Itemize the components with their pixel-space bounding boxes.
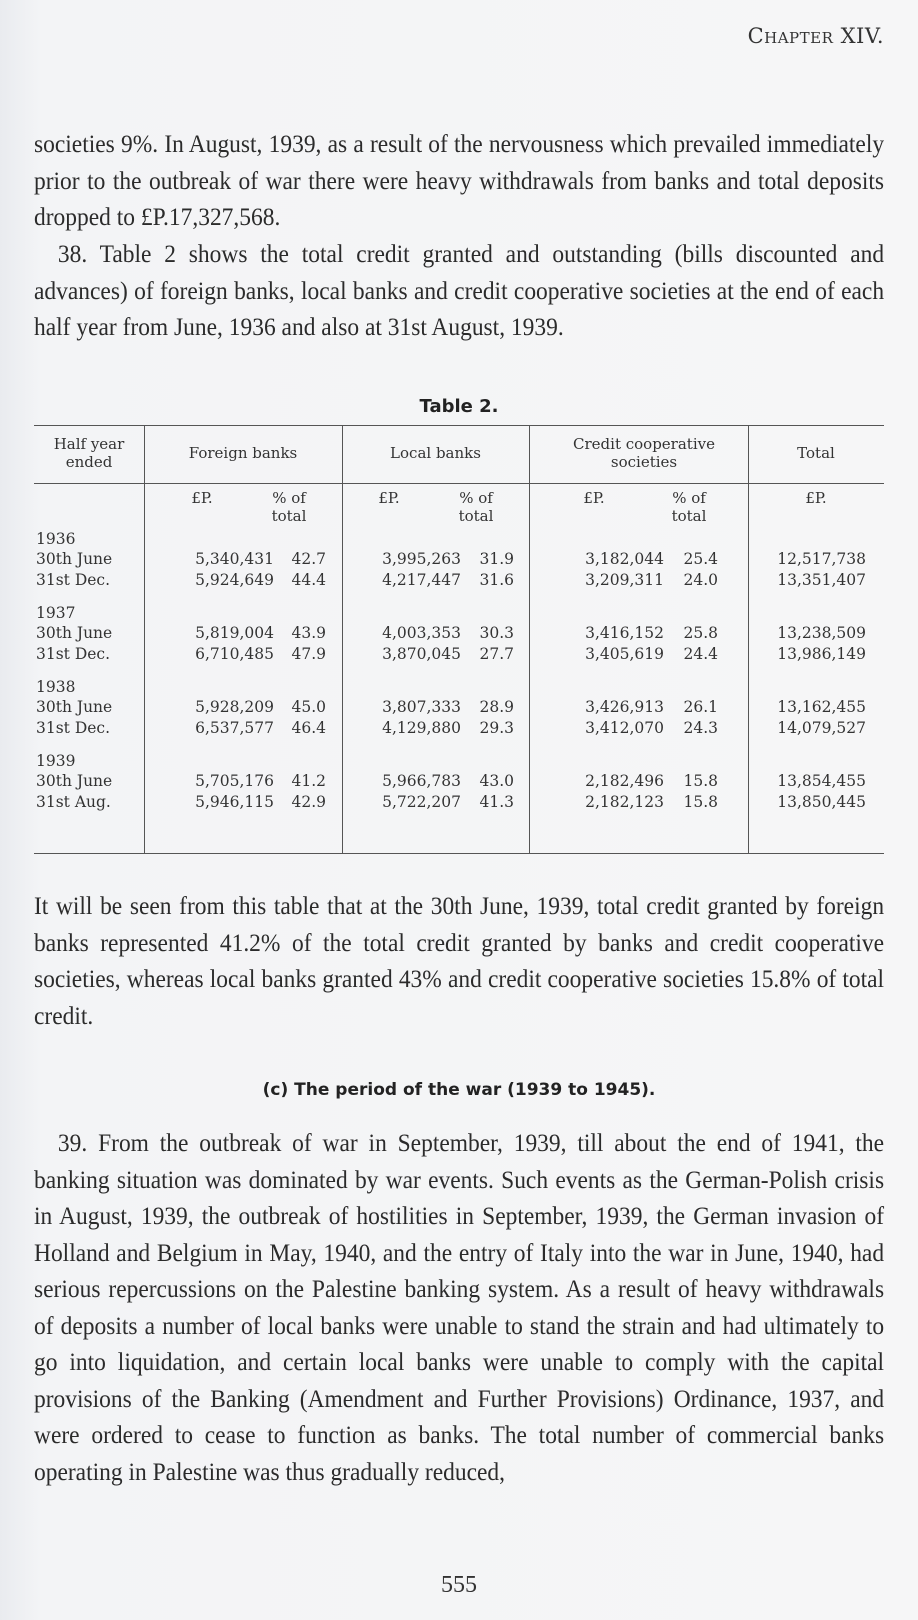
local-pct-cell: 27.7: [479, 645, 514, 663]
local-cell: 4,003,353: [382, 624, 461, 642]
year-label: 1937: [36, 604, 76, 622]
local-cell: 5,966,783: [382, 772, 461, 790]
coop-pct-cell: 15.8: [683, 772, 718, 790]
column-divider: [144, 425, 145, 853]
total-cell: 12,517,738: [777, 550, 866, 568]
local-cell: 3,995,263: [382, 550, 461, 568]
total-cell: 13,854,455: [777, 772, 866, 790]
local-pct-cell: 30.3: [479, 624, 514, 642]
table-title: Table 2.: [419, 396, 499, 417]
total-cell: 13,351,407: [777, 571, 866, 589]
local-cell: 5,722,207: [382, 793, 461, 811]
total-cell: 13,986,149: [777, 645, 866, 663]
foreign-cell: 5,340,431: [195, 550, 274, 568]
coop-pct-cell: 25.8: [683, 624, 718, 642]
page-number: 555: [441, 1572, 477, 1598]
section-heading: (c) The period of the war (1939 to 1945).: [262, 1080, 656, 1100]
foreign-cell: 6,710,485: [195, 645, 274, 663]
paragraph-continuation: societies 9%. In August, 1939, as a result of the nervousness which prevailed immediately prior to the outbreak of war there were heavy withdrawals from banks and total deposits dropped to £P.17,327,568.: [34, 129, 885, 231]
coop-cell: 3,412,070: [585, 719, 664, 737]
foreign-cell: 5,946,115: [195, 793, 274, 811]
coop-cell: 3,405,619: [585, 645, 664, 663]
foreign-pct-cell: 45.0: [291, 698, 326, 716]
running-head: Chapter XIV.: [747, 24, 884, 48]
local-pct-cell: 31.9: [479, 550, 514, 568]
coop-pct-cell: 24.3: [683, 719, 718, 737]
local-pct-cell: 28.9: [479, 698, 514, 716]
foreign-cell: 5,928,209: [195, 698, 274, 716]
header-local-banks: Local banks: [390, 444, 481, 462]
coop-cell: 3,426,913: [585, 698, 664, 716]
foreign-cell: 5,924,649: [195, 571, 274, 589]
coop-pct-cell: 25.4: [683, 550, 718, 568]
total-cell: 14,079,527: [777, 719, 866, 737]
period-cell: 30th June: [36, 698, 113, 716]
period-cell: 31st Dec.: [36, 645, 111, 663]
coop-pct-cell: 15.8: [683, 793, 718, 811]
coop-pct-cell: 24.4: [683, 645, 718, 663]
coop-cell: 2,182,123: [585, 793, 664, 811]
header-period: Half year ended: [53, 435, 125, 471]
foreign-pct-cell: 43.9: [291, 624, 326, 642]
local-pct-cell: 29.3: [479, 719, 514, 737]
foreign-pct-cell: 47.9: [291, 645, 326, 663]
year-label: 1939: [36, 752, 76, 770]
paragraph-after-table: It will be seen from this table that at the 30th June, 1939, total credit granted by foreign banks represented 41.2% of the total credit granted by banks and credit cooperative societies, whereas local banks granted 43% and credit cooperative societies 15.8% of total credit.: [34, 891, 885, 1030]
local-cell: 3,870,045: [382, 645, 461, 663]
unit-foreign-amount: £P.: [191, 489, 213, 507]
foreign-pct-cell: 41.2: [291, 772, 326, 790]
total-cell: 13,238,509: [777, 624, 866, 642]
year-label: 1936: [36, 530, 76, 548]
foreign-pct-cell: 44.4: [291, 571, 326, 589]
unit-local-amount: £P.: [378, 489, 400, 507]
coop-cell: 2,182,496: [585, 772, 664, 790]
header-total: Total: [797, 444, 835, 462]
unit-foreign-pct: % of total: [271, 489, 307, 525]
coop-cell: 3,209,311: [585, 571, 664, 589]
coop-cell: 3,182,044: [585, 550, 664, 568]
local-cell: 3,807,333: [382, 698, 461, 716]
column-divider: [748, 425, 749, 853]
period-cell: 31st Aug.: [36, 793, 111, 811]
foreign-cell: 5,819,004: [195, 624, 274, 642]
period-cell: 30th June: [36, 624, 113, 642]
local-pct-cell: 41.3: [479, 793, 514, 811]
foreign-pct-cell: 42.9: [291, 793, 326, 811]
table-top-rule: [34, 425, 884, 426]
column-divider: [342, 425, 343, 853]
table-bottom-rule: [34, 853, 884, 854]
unit-coop-pct: % of total: [671, 489, 707, 525]
period-cell: 31st Dec.: [36, 571, 111, 589]
table-header-rule: [34, 483, 884, 484]
period-cell: 30th June: [36, 550, 113, 568]
header-foreign-banks: Foreign banks: [188, 444, 298, 462]
coop-pct-cell: 26.1: [683, 698, 718, 716]
unit-coop-amount: £P.: [583, 489, 605, 507]
paragraph-39: 39. From the outbreak of war in September, 1939, till about the end of 1941, the banking situation was dominated by war events. Such events as the German-Polish crisis in August, 1939, the outbreak of hostilities in September, 1939, the German invasion of Holland and Belgium in May, 1940, and the entry of Italy into the war in June, 1940, had serious repercussions on the Palestine banking system. As a result of heavy withdrawals of deposits a number of local banks were unable to stand the strain and had ultimately to go into liquidation, and certain local banks were unable to comply with the capital provisions of the Banking (Amendment and Further Provisions) Ordinance, 1937, and were ordered to cease to function as banks. The total number of commercial banks operating in Palestine was thus gradually reduced,: [34, 1128, 885, 1486]
total-cell: 13,162,455: [777, 698, 866, 716]
column-divider: [529, 425, 530, 853]
local-cell: 4,217,447: [382, 571, 461, 589]
foreign-cell: 5,705,176: [195, 772, 274, 790]
foreign-pct-cell: 46.4: [291, 719, 326, 737]
foreign-cell: 6,537,577: [195, 719, 274, 737]
coop-pct-cell: 24.0: [683, 571, 718, 589]
year-label: 1938: [36, 678, 76, 696]
period-cell: 31st Dec.: [36, 719, 111, 737]
local-pct-cell: 31.6: [479, 571, 514, 589]
period-cell: 30th June: [36, 772, 113, 790]
header-credit-coop: Credit cooperative societies: [573, 435, 715, 471]
local-pct-cell: 43.0: [479, 772, 514, 790]
coop-cell: 3,416,152: [585, 624, 664, 642]
unit-local-pct: % of total: [458, 489, 494, 525]
paragraph-38: 38. Table 2 shows the total credit granted and outstanding (bills discounted and advances) of foreign banks, local banks and credit cooperative societies at the end of each half year from June, 1936 and also at 31st August, 1939.: [34, 239, 885, 341]
local-cell: 4,129,880: [382, 719, 461, 737]
unit-total-amount: £P.: [805, 489, 827, 507]
foreign-pct-cell: 42.7: [291, 550, 326, 568]
total-cell: 13,850,445: [777, 793, 866, 811]
